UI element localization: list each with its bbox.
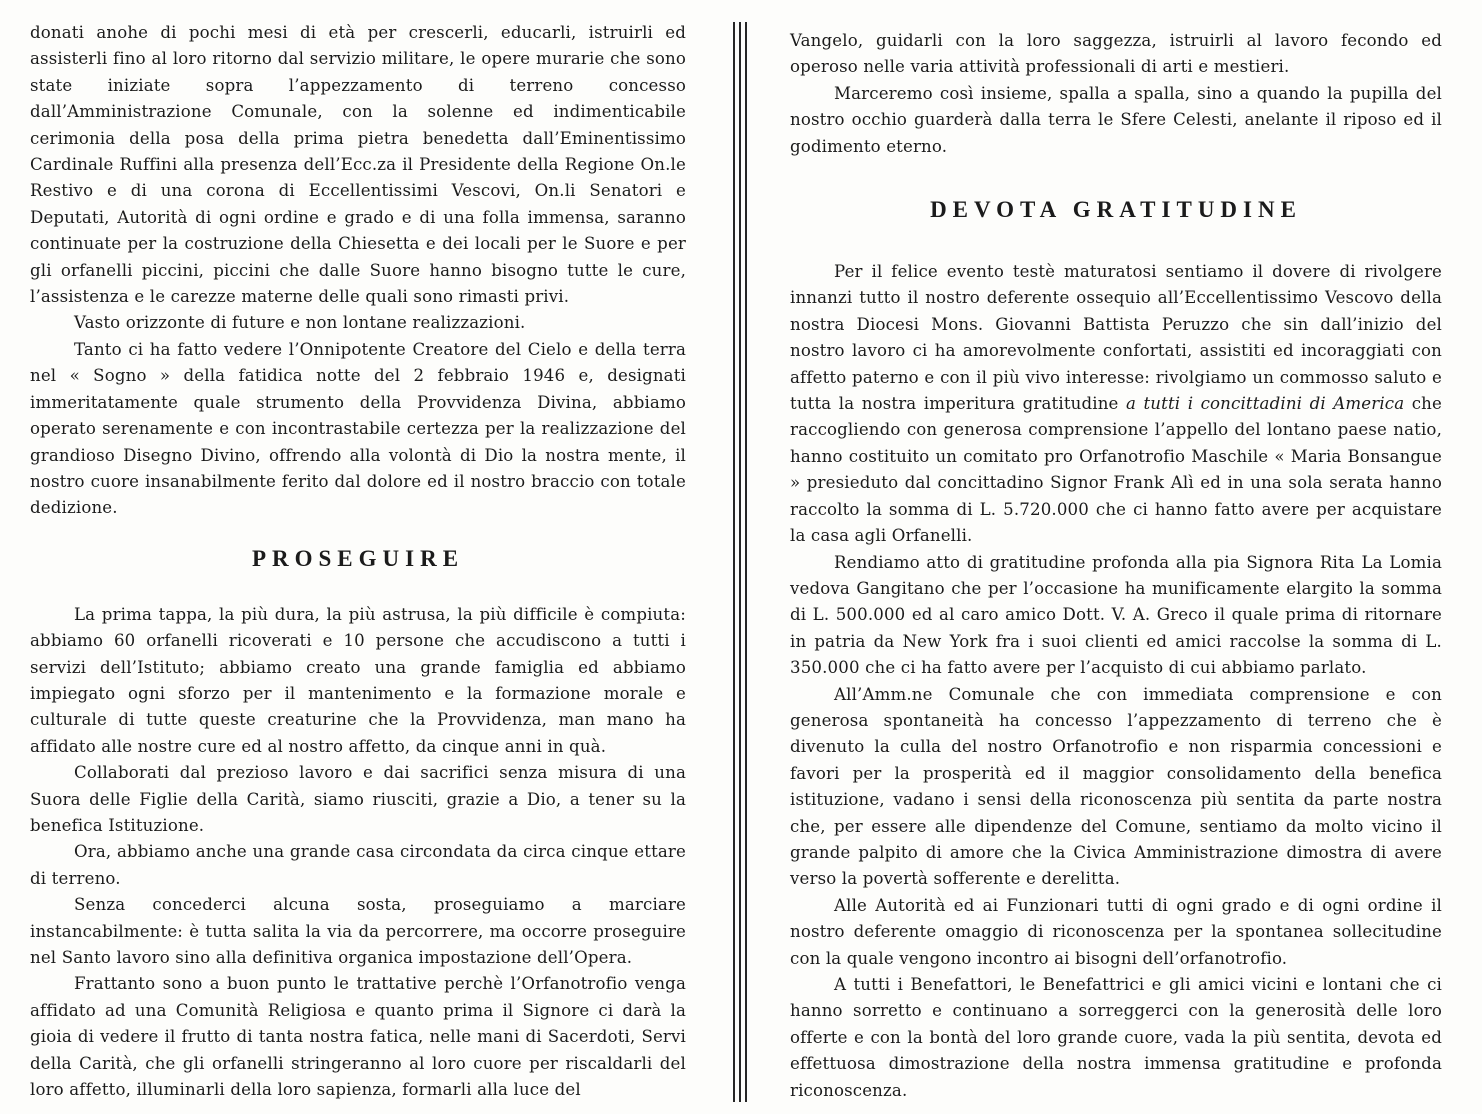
paragraph: Alle Autorità ed ai Funzionari tutti di ogni grado e di ogni ordine il nostro deferente omaggio di riconoscenza per la spontanea sollecitudine con la quale vengono incontro ai bisogni dell’orfanotrofio.: [790, 895, 1442, 968]
paragraph: Frattanto sono a buon punto le trattative perchè l’Orfanotrofio venga affidato ad una Comunità Religiosa e quanto prima il Signore ci darà la gioia di vedere il frutto di tanta nostra fatica, nelle mani di Sacerdoti, Servi della Carità, che gli orfanelli stringeranno al loro cuore per riscaldarli del loro affetto, illuminarli della loro sapienza, formarli alla luce del: [30, 974, 686, 1100]
divider-line: [745, 22, 747, 1102]
paragraph: Vasto orizzonte di future e non lontane realizzazioni.: [74, 313, 526, 333]
paragraph: La prima tappa, la più dura, la più astrusa, la più difficile è compiuta: abbiamo 60 orfanelli ricoverati e 10 persone che accudiscono a tutti i servizi dell’Istituto; abbiamo creato una grande famiglia ed abbiamo impiegato ogni sforzo per il mantenimento e la formazione morale e culturale di tutte queste creaturine che la Provvidenza, man mano ha affidato alle nostre cure ed al nostro affetto, da cinque anni in quà.: [30, 604, 686, 756]
paragraph: donati anohe di pochi mesi di età per crescerli, educarli, istruirli ed assisterli fino al loro ritorno dal servizio militare, le opere murarie che sono state iniziate sopra l’appezzamento di terreno concesso dall’Amministrazione Comunale, con la solenne ed indimenticabile cerimonia della posa della prima pietra benedetta dall’Eminentissimo Cardinale Ruffini alla presenza dell’Ecc.za il Presidente della Regione On.le Restivo e di una corona di Eccellentissimi Vescovi, On.li Senatori e Deputati, Autorità di ogni ordine e grado e di una folla immensa, saranno continuate per la costruzione della Chiesetta e dei locali per le Suore e per gli orfanelli piccini, piccini che dalle Suore hanno bisogno tutte le cure, l’assistenza e le carezze materne delle quali sono rimasti privi.: [30, 23, 686, 307]
section-heading-devota-gratitudine: DEVOTA GRATITUDINE: [930, 197, 1302, 223]
paragraph: Marceremo così insieme, spalla a spalla, sino a quando la pupilla del nostro occhio guarderà dalla terra le Sfere Celesti, anelante il riposo ed il godimento eterno.: [790, 83, 1442, 156]
left-column: [30, 20, 686, 1103]
paragraph: Rendiamo atto di gratitudine profonda alla pia Signora Rita La Lomia vedova Gangitano che per l’occasione ha munificamente elargito la somma di L. 500.000 ed al caro amico Dott. V. A. Greco il quale prima di ritornare in patria da New York fra i suoi clienti ed amici raccolse la somma di L. 350.000 che ci ha fatto avere per l’acquisto di cui abbiamo parlato.: [790, 552, 1442, 678]
paragraph-text: Per il felice evento testè maturatosi sentiamo il dovere di rivolgere innanzi tutto il nostro deferente ossequio all’Eccellentissimo Vescovo della nostra Diocesi Mons. Giovanni Battista Peruzzo che sin dall’inizio del nostro lavoro ci ha amorevolmente confortati, assistiti ed incoraggiati con affetto paterno e con il più vivo interesse: rivolgiamo un commosso saluto e tutta la nostra imperitura gratitudine: [790, 262, 1442, 414]
paragraph: Collaborati dal prezioso lavoro e dai sacrifici senza misura di una Suora delle Figlie della Carità, siamo riusciti, grazie a Dio, a tener su la benefica Istituzione.: [30, 763, 686, 835]
italic-text: a tutti i concittadini di America: [1125, 394, 1405, 414]
paragraph: [790, 259, 1442, 549]
paragraph: All’Amm.ne Comunale che con immediata comprensione e con generosa spontaneità ha concesso l’appezzamento di terreno che è divenuto la culla del nostro Orfanotrofio e non risparmia concessioni e favori per la prosperità ed il maggior consolidamento della benefica istituzione, vadano i sensi della riconoscenza più sentita da parte nostra che, per essere alle dipendenze del Comune, sentiamo da molto vicino il grande palpito di amore che la Civica Amministrazione dimostra di avere verso la povertà sofferente e derelitta.: [790, 684, 1442, 889]
divider-line: [739, 22, 741, 1102]
divider-line: [733, 22, 735, 1102]
paragraph: Vangelo, guidarli con la loro saggezza, istruirli al lavoro fecondo ed operoso nelle varia attività professionali di arti e mestieri.: [790, 31, 1442, 77]
right-column: [790, 28, 1442, 1104]
paragraph: Tanto ci ha fatto vedere l’Onnipotente Creatore del Cielo e della terra nel « Sogno » della fatidica notte del 2 febbraio 1946 e, designati immeritatamente quale strumento della Provvidenza Divina, abbiamo operato serenamente e con incontrastabile certezza per la realizzazione del grandioso Disegno Divino, offrendo alla volontà di Dio la nostra mente, il nostro cuore insanabilmente ferito dal dolore ed il nostro braccio con totale dedizione.: [30, 339, 686, 518]
paragraph: Ora, abbiamo anche una grande casa circondata da circa cinque ettare di terreno.: [30, 842, 686, 888]
section-heading-proseguire: PROSEGUIRE: [251, 545, 465, 571]
paragraph: Senza concederci alcuna sosta, proseguiamo a marciare instancabilmente: è tutta salita la via da percorrere, ma occorre proseguire nel Santo lavoro sino alla definitiva organica impostazione dell’Opera.: [30, 895, 686, 967]
paragraph: A tutti i Benefattori, le Benefattrici e gli amici vicini e lontani che ci hanno sorretto e continuano a sorreggerci con la generosità delle loro offerte e con la bontà del loro grande cuore, vada la più sentita, devota ed effettuosa dimostrazione della nostra immensa gratitudine e profonda riconoscenza.: [790, 975, 1442, 1100]
paragraph-text: che raccogliendo con generosa comprensione l’appello del lontano paese natio, hanno costituito un comitato pro Orfanotrofio Maschile « Maria Bonsangue » presieduto dal concittadino Signor Frank Alì ed in una sola serata hanno raccolto la somma di L. 5.720.000 che ci hanno fatto avere per acquistare la casa agli Orfanelli.: [790, 394, 1442, 546]
column-divider: [733, 22, 749, 1102]
